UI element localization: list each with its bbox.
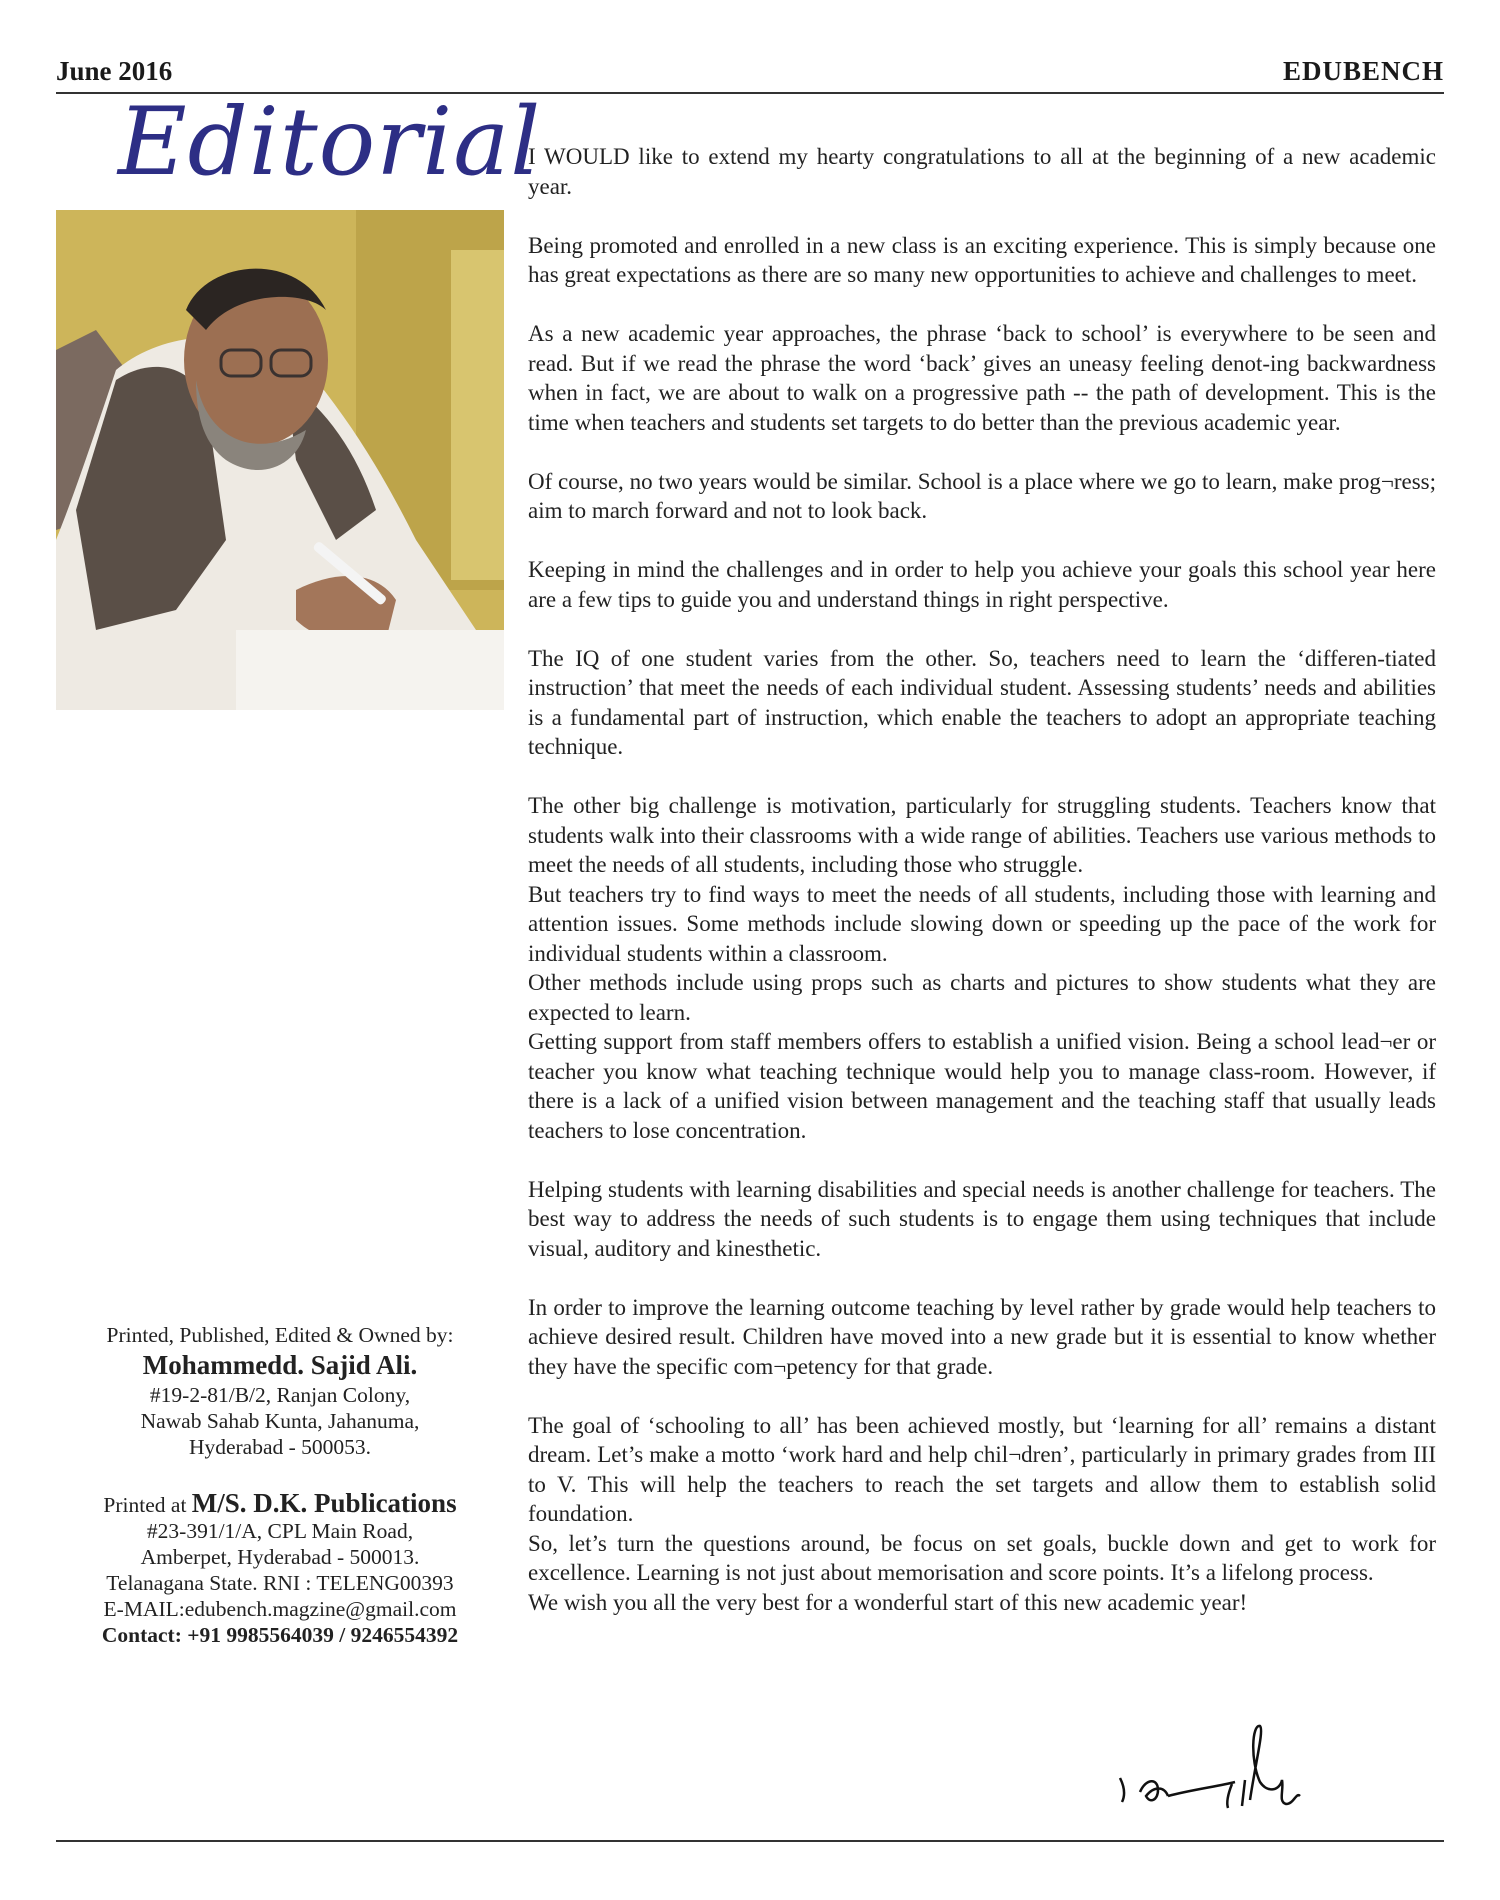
article-paragraph: Getting support from staff members offers to establish a unified vision. Being a school lead¬er or teacher you know what teaching technique would help you to manage class-room. However, if there is a lack of a unified vision between management and the teaching staff that usually leads teachers to lose concentration. (528, 1029, 1436, 1143)
magazine-name: EDUBENCH (1282, 56, 1444, 86)
article-paragraph: So, let’s turn the questions around, be focus on set goals, buckle down and get to work for excellence. Learning is not just about memorisation and score points. It’s a lifelong process. (528, 1530, 1436, 1585)
article-paragraph: We wish you all the very best for a wonderful start of this new academic year! (528, 1589, 1248, 1615)
article-paragraph: Other methods include using props such as charts and pictures to show students what they are expected to learn. (528, 970, 1436, 1025)
printer-address-line: Amberpet, Hyderabad - 500013. (140, 1545, 420, 1569)
article-paragraph: Being promoted and enrolled in a new class is an exciting experience. This is simply because one has great expectations as there are so many new opportunities to achieve and challenges to meet. (528, 232, 1436, 287)
article-paragraph: As a new academic year approaches, the phrase ‘back to school’ is everywhere to be seen and read. But if we read the phrase the word ‘back’ gives an uneasy feeling denot-ing backwardness when in fact, we are about to walk on a progressive path -- the path of development. This is the time when teachers and students set targets to do better than the previous academic year. (528, 321, 1436, 435)
editor-photo (56, 210, 504, 710)
contact-email: E-MAIL:edubench.magzine@gmail.com (103, 1597, 457, 1621)
editorial-article (528, 142, 1436, 1617)
issue-date: June 2016 (56, 56, 173, 86)
printed-at-label: Printed at (103, 1493, 187, 1517)
printer-line (56, 1490, 504, 1518)
owner-name: Mohammedd. Sajid Ali. (142, 1350, 418, 1380)
article-paragraph: But teachers try to find ways to meet the needs of all students, including those with learning and attention issues. Some methods include slowing down or speeding up the pace of the work for individual students within a classroom. (528, 881, 1436, 966)
article-paragraph: Helping students with learning disabilities and special needs is another challenge for teachers. The best way to address the needs of such students is to engage them using techniques that include visual, auditory and kinesthetic. (528, 1176, 1436, 1261)
owner-address-line: Hyderabad - 500053. (188, 1435, 372, 1459)
printer-name: M/S. D.K. Publications (191, 1488, 457, 1518)
article-paragraph: I WOULD like to extend my hearty congratulations to all at the beginning of a new academic year. (528, 144, 1436, 199)
article-paragraph: The other big challenge is motivation, particularly for struggling students. Teachers know that students walk into their classrooms with a wide range of abilities. Teachers use various methods to meet the needs of all students, including those who struggle. (528, 793, 1436, 877)
owner-address-line: Nawab Sahab Kunta, Jahanuma, (140, 1409, 420, 1433)
article-paragraph: In order to improve the learning outcome teaching by level rather by grade would help teachers to achieve desired result. Children have moved into a new grade but it is essential to know whether they have the specific com¬petency for that grade. (528, 1294, 1436, 1379)
imprint-label: Printed, Published, Edited & Owned by: (106, 1323, 454, 1347)
editor-signature (1110, 1720, 1330, 1820)
contact-phone: Contact: +91 9985564039 / 9246554392 (101, 1623, 459, 1647)
article-paragraph: The IQ of one student varies from the other. So, teachers need to learn the ‘differen-tiated instruction’ that meet the needs of each individual student. Assessing students’ needs and abilities is a fundamental part of instruction, which enable the teachers to adopt an appropriate teaching technique. (528, 645, 1436, 759)
printer-address-line: #23-391/1/A, CPL Main Road, (146, 1519, 414, 1543)
article-paragraph: Keeping in mind the challenges and in order to help you achieve your goals this school year here are a few tips to guide you and understand things in right perspective. (528, 557, 1436, 612)
editorial-title: Editorial (118, 88, 542, 197)
article-paragraph: Of course, no two years would be similar. School is a place where we go to learn, make prog¬ress; aim to march forward and not to look back. (528, 468, 1436, 523)
imprint-block (56, 1322, 504, 1648)
article-paragraph: The goal of ‘schooling to all’ has been achieved mostly, but ‘learning for all’ remains a distant dream. Let’s make a motto ‘work hard and help chil¬dren’, particularly in primary grades from III to V. This will help the teachers to reach the set targets and allow them to establish solid foundation. (528, 1412, 1436, 1526)
rni-number: Telanagana State. RNI : TELENG00393 (106, 1571, 454, 1595)
owner-address-line: #19-2-81/B/2, Ranjan Colony, (149, 1383, 411, 1407)
footer-rule (56, 1840, 1444, 1842)
